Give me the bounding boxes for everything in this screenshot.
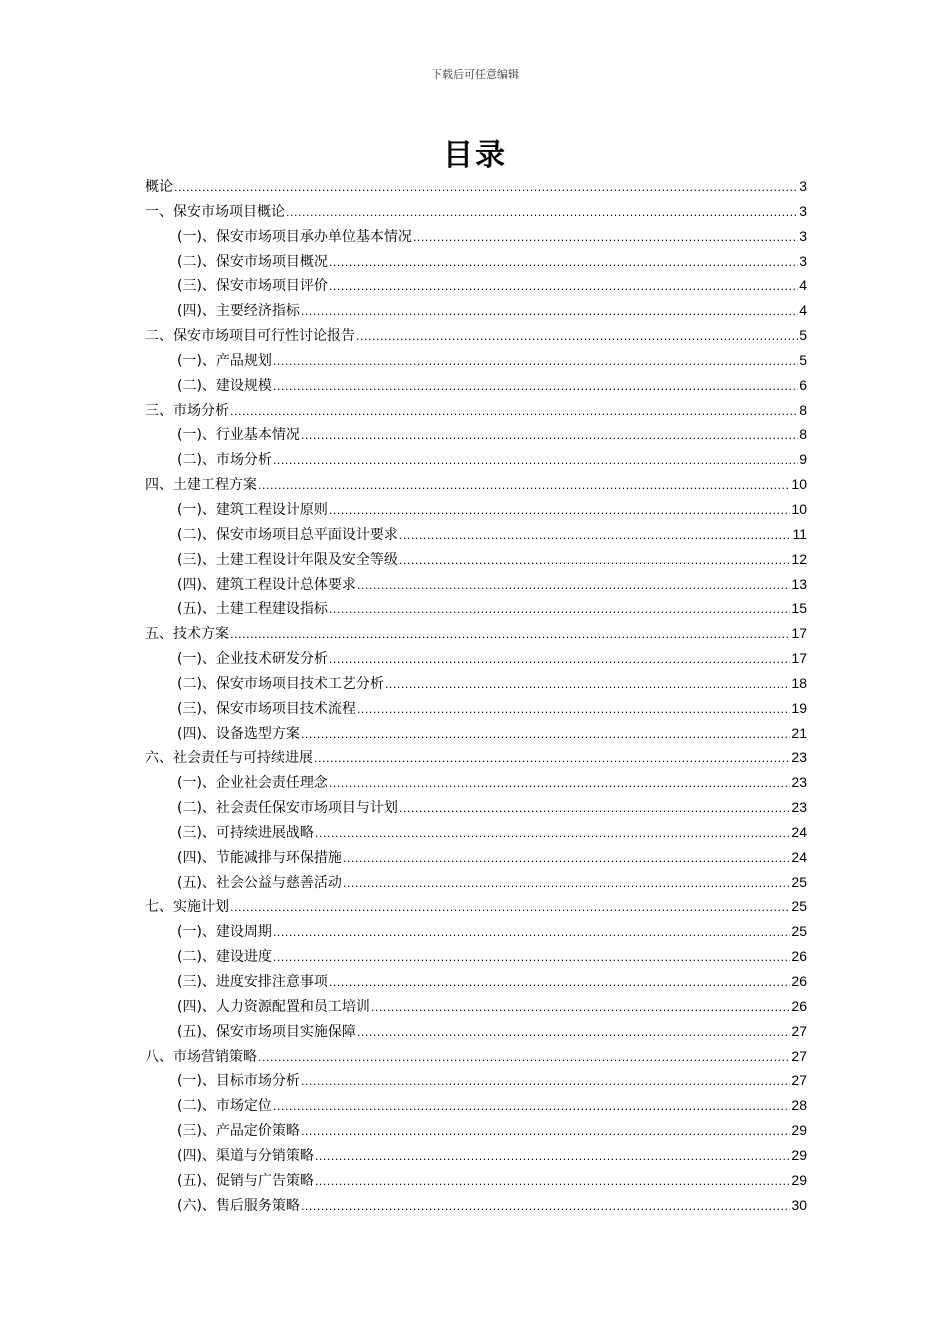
toc-entry-page-number: 19 [791,699,807,716]
dot-leader [230,901,790,914]
dot-leader [356,330,798,343]
toc-entry-page-number: 23 [791,774,807,791]
toc-entry-page-number: 8 [799,401,807,418]
dot-leader [399,529,792,542]
toc-entry[interactable] [145,226,807,251]
toc-entry-page-number: 23 [791,749,807,766]
toc-title: 目录 [443,138,507,173]
toc-entry-label: 一、保安市场项目概论 [145,203,285,220]
toc-entry-label: (一)、企业社会责任理念 [177,775,328,792]
dot-leader [315,1150,790,1163]
dot-leader [273,355,798,368]
toc-entry[interactable] [145,896,807,921]
toc-entry-page-number: 3 [799,227,807,244]
toc-entry[interactable] [145,1046,807,1071]
toc-entry[interactable] [145,474,807,499]
toc-entry[interactable] [145,996,807,1021]
toc-entry-page-number: 12 [791,550,807,567]
toc-entry-label: (四)、主要经济指标 [177,303,300,320]
header-note: 下载后可任意编辑 [431,68,519,81]
toc-entry-label: (五)、保安市场项目实施保障 [177,1023,356,1040]
dot-leader [273,926,790,939]
dot-leader [329,256,798,269]
toc-entry-label: 七、实施计划 [145,899,229,916]
toc-entry[interactable] [145,598,807,623]
toc-entry-label: (三)、保安市场项目技术流程 [177,700,356,717]
dot-leader [357,1026,790,1039]
toc-entry[interactable] [145,872,807,897]
dot-leader [329,777,790,790]
toc-entry[interactable] [145,772,807,797]
toc-entry-page-number: 10 [791,476,807,493]
toc-entry-page-number: 5 [799,327,807,344]
dot-leader [315,827,790,840]
toc-entry-label: 二、保安市场项目可行性讨论报告 [145,328,355,345]
toc-entry[interactable] [145,1120,807,1145]
toc-entry-page-number: 10 [791,500,807,517]
toc-entry-label: (二)、保安市场项目概况 [177,253,328,270]
dot-leader [174,181,798,194]
toc-entry-page-number: 24 [791,848,807,865]
toc-entry-label: (三)、可持续进展战略 [177,824,314,841]
toc-entry-page-number: 11 [792,525,807,542]
toc-entry-label: 五、技术方案 [145,626,229,643]
toc-entry[interactable] [145,1170,807,1195]
toc-entry[interactable] [145,946,807,971]
toc-entry[interactable] [145,921,807,946]
toc-entry-label: (四)、渠道与分销策略 [177,1147,314,1164]
toc-entry[interactable] [145,797,807,822]
toc-entry-label: 概论 [145,179,173,195]
toc-entry-label: (三)、保安市场项目评价 [177,278,328,295]
toc-entry[interactable] [145,673,807,698]
toc-entry-label: (二)、保安市场项目总平面设计要求 [177,526,398,543]
toc-entry-label: (一)、行业基本情况 [177,427,300,444]
toc-entry[interactable] [145,251,807,276]
dot-leader [343,852,790,865]
toc-entry-label: 六、社会责任与可持续进展 [145,750,313,767]
toc-entry-label: (一)、保安市场项目承办单位基本情况 [177,228,412,245]
toc-entry-page-number: 3 [799,252,807,269]
toc-entry-page-number: 15 [791,600,807,617]
dot-leader [258,1051,790,1064]
table-of-contents [145,176,807,1219]
toc-entry-label: (一)、企业技术研发分析 [177,651,328,668]
toc-entry[interactable] [145,1195,807,1220]
toc-entry[interactable] [145,822,807,847]
toc-entry[interactable] [145,623,807,648]
toc-entry-page-number: 3 [799,202,807,219]
dot-leader [399,554,790,567]
toc-entry-label: (三)、进度安排注意事项 [177,974,328,990]
toc-entry-label: (三)、产品定价策略 [177,1123,300,1140]
toc-entry-label: (二)、保安市场项目技术工艺分析 [177,675,384,692]
toc-entry-page-number: 28 [791,1097,807,1114]
toc-entry-page-number: 25 [791,898,807,915]
toc-entry[interactable] [145,375,807,400]
toc-entry-page-number: 25 [791,873,807,890]
toc-entry-label: (二)、市场分析 [177,452,272,469]
dot-leader [343,877,790,890]
toc-entry[interactable] [145,698,807,723]
dot-leader [329,653,790,666]
toc-entry-page-number: 17 [791,650,807,667]
toc-entry-page-number: 17 [791,625,807,642]
dot-leader [329,280,798,293]
toc-entry-page-number: 4 [799,302,807,319]
toc-entry[interactable] [145,524,807,549]
toc-entry-label: (四)、建筑工程设计总体要求 [177,576,356,593]
dot-leader [314,752,790,765]
toc-entry[interactable] [145,400,807,425]
dot-leader [399,802,790,815]
toc-entry-page-number: 23 [791,799,807,816]
dot-leader [357,703,790,716]
toc-entry[interactable] [145,1095,807,1120]
toc-entry-label: (二)、建设进度 [177,949,272,966]
toc-entry-page-number: 30 [791,1196,807,1213]
toc-entry-label: 四、土建工程方案 [145,477,257,494]
toc-entry[interactable] [145,499,807,524]
dot-leader [413,231,798,244]
dot-leader [385,678,790,691]
dot-leader [273,1100,790,1113]
toc-entry-label: (三)、土建工程设计年限及安全等级 [177,551,398,568]
toc-entry-page-number: 26 [791,973,807,989]
toc-entry[interactable] [145,449,807,474]
toc-entry-page-number: 29 [791,1122,807,1139]
toc-entry-page-number: 29 [791,1171,807,1188]
dot-leader [301,429,798,442]
toc-entry-page-number: 8 [799,426,807,443]
toc-entry[interactable] [145,201,807,226]
toc-entry-label: (一)、建筑工程设计原则 [177,501,328,518]
toc-entry-page-number: 4 [799,277,807,294]
toc-entry-label: (四)、人力资源配置和员工培训 [177,998,370,1015]
dot-leader [286,206,798,219]
toc-entry[interactable] [145,1070,807,1095]
toc-entry-page-number: 6 [799,376,807,393]
toc-entry-label: (四)、节能减排与环保措施 [177,849,342,866]
dot-leader [329,603,790,616]
toc-entry-label: (四)、设备选型方案 [177,725,300,742]
toc-entry-label: (二)、市场定位 [177,1098,272,1115]
toc-entry[interactable] [145,1145,807,1170]
toc-entry-label: (二)、建设规模 [177,377,272,394]
toc-entry-page-number: 27 [791,1072,807,1089]
dot-leader [258,479,790,492]
toc-entry-label: (五)、社会公益与慈善活动 [177,874,342,891]
toc-entry[interactable] [145,971,807,996]
toc-entry-label: (一)、建设周期 [177,924,272,941]
dot-leader [329,976,790,989]
toc-entry-label: 八、市场营销策略 [145,1048,257,1065]
toc-entry-label: (五)、促销与广告策略 [177,1172,314,1189]
toc-entry-page-number: 21 [791,724,807,741]
dot-leader [301,728,790,741]
toc-entry[interactable] [145,275,807,300]
toc-entry[interactable] [145,648,807,673]
toc-entry[interactable] [145,847,807,872]
toc-entry-page-number: 27 [791,1047,807,1064]
toc-entry-label: (六)、售后服务策略 [177,1197,300,1214]
toc-entry-page-number: 27 [791,1022,807,1039]
dot-leader [230,405,798,418]
toc-entry[interactable] [145,1021,807,1046]
dot-leader [315,1175,790,1188]
toc-entry[interactable] [145,350,807,375]
toc-entry-label: (一)、产品规划 [177,352,272,369]
toc-entry-page-number: 24 [791,823,807,840]
toc-entry[interactable] [145,424,807,449]
dot-leader [371,1001,790,1014]
dot-leader [301,305,798,318]
toc-entry-label: (一)、目标市场分析 [177,1073,300,1090]
toc-entry-label: (五)、土建工程建设指标 [177,601,328,618]
toc-entry[interactable] [145,574,807,599]
toc-entry-page-number: 26 [791,948,807,965]
toc-entry-page-number: 5 [799,351,807,368]
dot-leader [357,579,790,592]
toc-entry[interactable] [145,325,807,350]
dot-leader [301,1125,790,1138]
toc-entry[interactable] [145,723,807,748]
toc-entry-page-number: 18 [791,674,807,691]
dot-leader [273,454,798,467]
toc-entry[interactable] [145,300,807,325]
toc-entry[interactable] [145,747,807,772]
toc-entry-page-number: 13 [791,575,807,592]
toc-entry[interactable] [145,549,807,574]
toc-entry-page-number: 25 [791,923,807,940]
toc-entry-page-number: 29 [791,1146,807,1163]
dot-leader [301,1075,790,1088]
toc-entry-page-number: 26 [791,997,807,1014]
dot-leader [329,504,790,517]
dot-leader [230,628,790,641]
toc-entry-label: 三、市场分析 [145,402,229,419]
dot-leader [301,1200,790,1213]
toc-entry-page-number: 9 [799,451,807,468]
toc-entry-label: (二)、社会责任保安市场项目与计划 [177,800,398,817]
dot-leader [273,380,798,393]
toc-entry[interactable] [145,176,807,201]
toc-entry-page-number: 3 [799,178,807,194]
dot-leader [273,951,790,964]
